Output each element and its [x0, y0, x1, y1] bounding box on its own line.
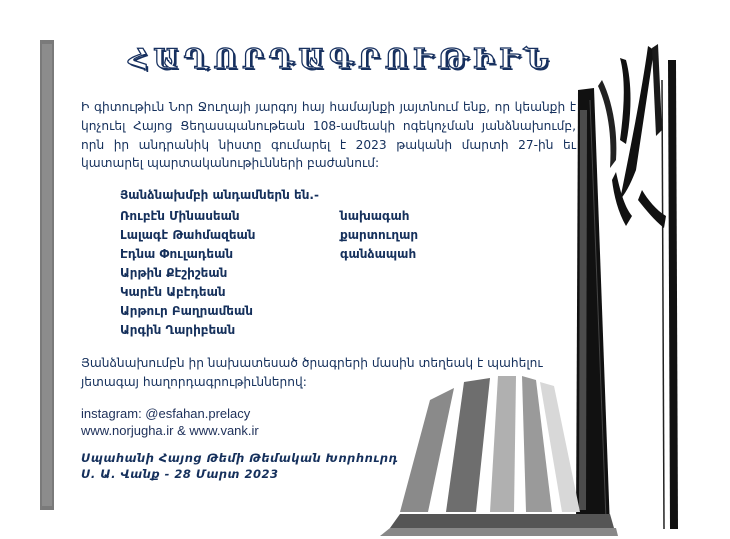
- member-name: Էդնա Փուլադեան: [120, 247, 234, 261]
- member-name: Լալագէ Թահմազեան: [120, 228, 256, 242]
- signature-date: Ս. Ա. Վանք - 28 Մարտ 2023: [81, 467, 279, 481]
- members-heading: Յանձնախմբի անդամներն են.-: [120, 188, 319, 202]
- member-name: Արթուր Բաղրամեան: [120, 304, 253, 318]
- signature-organization: Սպահանի Հայոց Թեմի Թեմական Խորհուրդ: [81, 451, 399, 465]
- instagram-link[interactable]: instagram: @esfahan.prelacy: [81, 406, 251, 421]
- page-title: ՀԱՂՈՐԴԱԳՐՈՒԹԻՒՆ: [128, 44, 554, 75]
- member-role: նախագահ: [340, 209, 410, 223]
- member-role: գանձապահ: [340, 247, 417, 261]
- member-name: Ռուբէն Մինասեան: [120, 209, 240, 223]
- website-links[interactable]: www.norjugha.ir & www.vank.ir: [81, 423, 259, 438]
- member-name: Արթին Քէշիշեան: [120, 266, 228, 280]
- monument-back-column: [662, 60, 678, 529]
- monument-slab: [576, 88, 610, 530]
- member-name: Կարէն Աբէդեան: [120, 285, 226, 299]
- intro-paragraph: Ի գիտութիւն Նոր Ջուղայի յարգոյ հայ համայնքի յայտնում ենք, որ կեանքի է կոչուել Հայոց Ցեղասպանութեան 108-ամեակի ոգեկոչման յանձնախումբ, որն իր անդրանիկ նիստը գումարել է 2023 թականի մարտի 27-ին եւ կատարել պարտականութիւնների բաժանում:: [81, 100, 576, 171]
- member-role: քարտուղար: [340, 228, 419, 242]
- closing-paragraph: Յանձնախումբն իր նախատեսած ծրագրերի մասին տեղեակ է պահելու յետագայ հաղորդագրութիւններով:: [81, 356, 543, 389]
- signature-block: [81, 450, 398, 482]
- member-name: Արգին Ղարիբեան: [120, 323, 236, 337]
- contact-block: [81, 405, 259, 439]
- memorial-monument-illustration: [380, 40, 730, 539]
- monument-top-shards: [598, 44, 666, 228]
- left-decorative-stripe: [40, 40, 54, 510]
